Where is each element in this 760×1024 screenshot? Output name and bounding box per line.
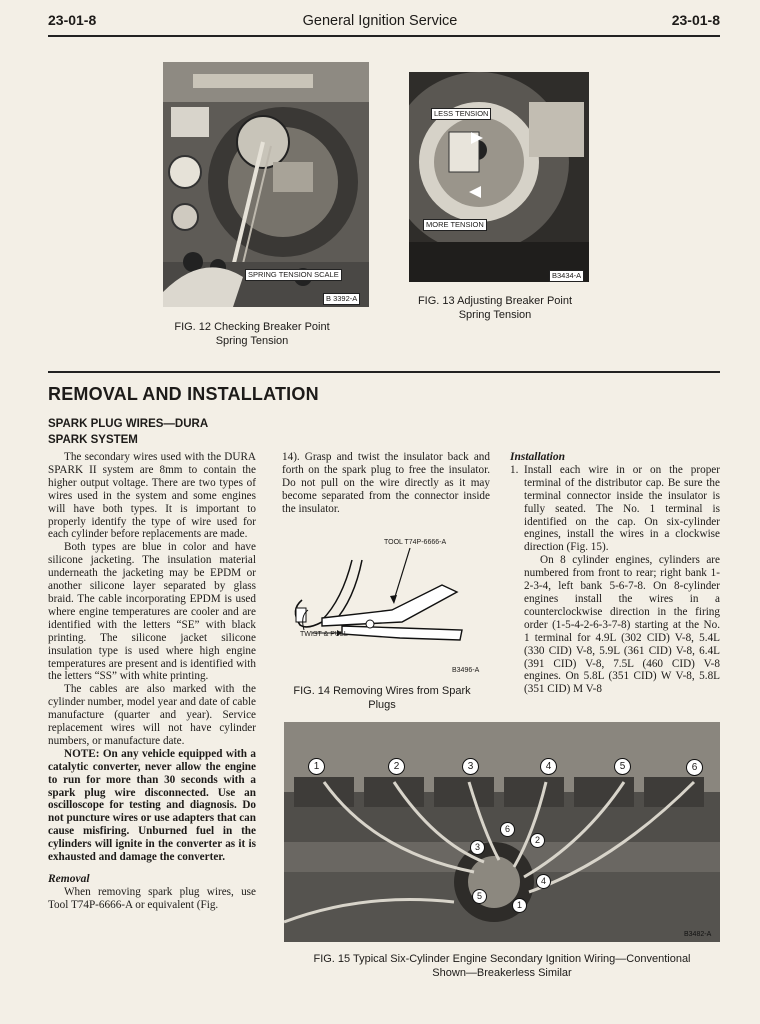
fig14-caption-line2: Plugs	[368, 699, 396, 711]
cap-number-3: 3	[470, 840, 485, 855]
page-number-left: 23-01-8	[48, 12, 97, 28]
subsection-title-line2: SPARK SYSTEM	[48, 434, 138, 446]
section-title: REMOVAL AND INSTALLATION	[48, 384, 319, 404]
fig13-caption-line1: FIG. 13 Adjusting Breaker Point	[417, 295, 573, 307]
fig13-caption	[400, 294, 590, 322]
less-tension-label: LESS TENSION	[431, 108, 491, 120]
fig15-caption	[284, 952, 720, 980]
plug-number-5: 5	[614, 758, 631, 775]
plug-number-3: 3	[462, 758, 479, 775]
col1-paragraph-2: Both types are blue in color and have silicone jacketing. The insulation material underneath the jacketing may be EPDM or another silicone layer separated by glass braid. The cable incorporating EPDM is used where engine temperatures are cooler and are identified with the letters “SE” with black printing. The silicone jacket silicone insulation type is used where high engine temperatures are present and is identified with the letters “SS” with white printing.	[48, 541, 256, 683]
cap-number-5: 5	[472, 889, 487, 904]
fig12-caption	[152, 320, 352, 348]
col1-paragraph-4: When removing spark plug wires, use Tool T74P-6666-A or equivalent (Fig.	[48, 885, 256, 911]
fig13-code: B3434-A	[549, 270, 584, 282]
cap-number-4: 4	[536, 874, 551, 889]
spring-tension-scale-label: SPRING TENSION SCALE	[245, 269, 342, 281]
fig15-photo	[284, 722, 720, 942]
col2-paragraph-1: 14). Grasp and twist the insulator back and forth on the spark plug to free the insulator. Do not pull on the wire directly as it may become separated from the connector inside the insulator.	[282, 451, 490, 515]
header-rule	[48, 35, 720, 37]
install-step-1-text: Install each wire in or on the proper terminal of the distributor cap. Be sure the terminal connector inside the insulator is fully seated. The No. 1 terminal is identified on the cap. On six-cylinder engines, install the wires in a clockwise direction (Fig. 15).	[524, 463, 720, 554]
section-rule	[48, 371, 720, 373]
install-step-1-paragraph-2: On 8 cylinder engines, cylinders are numbered from front to rear; right bank 1-2-3-4, left bank 5-6-7-8. On 8-cylinder engines install the wires in a counterclockwise direction in the firing order (1-5-4-2-6-3-7-8) starting at the No. 1 terminal for 4.9L (302 CID) V-8, 5.4L (330 CID) V-8, 5.9L (361 CID) V-8, 6.4L (391 CID) V-8, 7.5L (460 CID) V-8 engines. On 5.8L (351 CID) W V-8, 5.8L (351 CID) M V-8	[524, 554, 720, 696]
plug-number-1: 1	[308, 758, 325, 775]
cap-number-1: 1	[512, 898, 527, 913]
install-step-1	[510, 464, 720, 554]
catalytic-converter-note: NOTE: On any vehicle equipped with a catalytic converter, never allow the engine to run for more than 30 seconds with a spark plug wire disconnected. Use an oscilloscope for testing and diagnosis. Do not puncture wires or use adapters that can cause misfiring. Unburned fuel in the cylinders will ignite in the converter as it is exhausted and damage the converter.	[48, 747, 256, 864]
installation-heading: Installation	[510, 451, 565, 463]
fig12-photo	[163, 62, 369, 307]
fig15-caption-line1: FIG. 15 Typical Six-Cylinder Engine Secondary Ignition Wiring—Conventional	[313, 953, 691, 965]
fig13-caption-line2: Spring Tension	[458, 309, 532, 321]
fig15-caption-line2: Shown—Breakerless Similar	[432, 967, 572, 979]
fig14-caption-line1: FIG. 14 Removing Wires from Spark	[293, 685, 471, 697]
running-title: General Ignition Service	[302, 13, 458, 29]
fig12-caption-line1: FIG. 12 Checking Breaker Point	[174, 321, 330, 333]
fig12-caption-line2: Spring Tension	[215, 335, 289, 347]
plug-number-4: 4	[540, 758, 557, 775]
tool-label: TOOL T74P-6666-A	[384, 539, 447, 546]
page-number-right: 23-01-8	[671, 12, 720, 28]
col1-paragraph-3: The cables are also marked with the cylinder number, model year and date of cable manufacture (quarter and year). Service replacement wires will not have cylinder numbers, or manufacture date.	[48, 683, 256, 747]
cap-number-6: 6	[500, 822, 515, 837]
subsection-title	[48, 416, 208, 448]
more-tension-label: MORE TENSION	[423, 219, 487, 231]
col1-paragraph-1: The secondary wires used with the DURA SPARK II system are 8mm to contain the higher output voltage. There are two types of wires used in the system and some engines will have both types. It is important to properly identify the type of wire used for each cylinder before replacements are made.	[48, 451, 256, 541]
subsection-title-line1: SPARK PLUG WIRES—DURA	[48, 418, 209, 430]
fig14-caption	[282, 684, 482, 712]
column-2	[282, 451, 490, 516]
removal-heading: Removal	[48, 873, 90, 885]
fig13-photo	[409, 72, 589, 282]
column-3	[510, 451, 720, 696]
fig15-code: B3482-A	[684, 931, 712, 938]
cap-number-2: 2	[530, 833, 545, 848]
fig14-code: B3496-A	[452, 667, 480, 674]
plug-number-2: 2	[388, 758, 405, 775]
fig14-illustration	[282, 530, 492, 680]
fig12-code: B 3392-A	[323, 293, 360, 305]
column-1	[48, 451, 256, 912]
plug-number-6: 6	[686, 759, 703, 776]
twist-pull-label: TWIST & PULL	[300, 631, 348, 638]
install-step-1-number: 1.	[510, 463, 519, 476]
